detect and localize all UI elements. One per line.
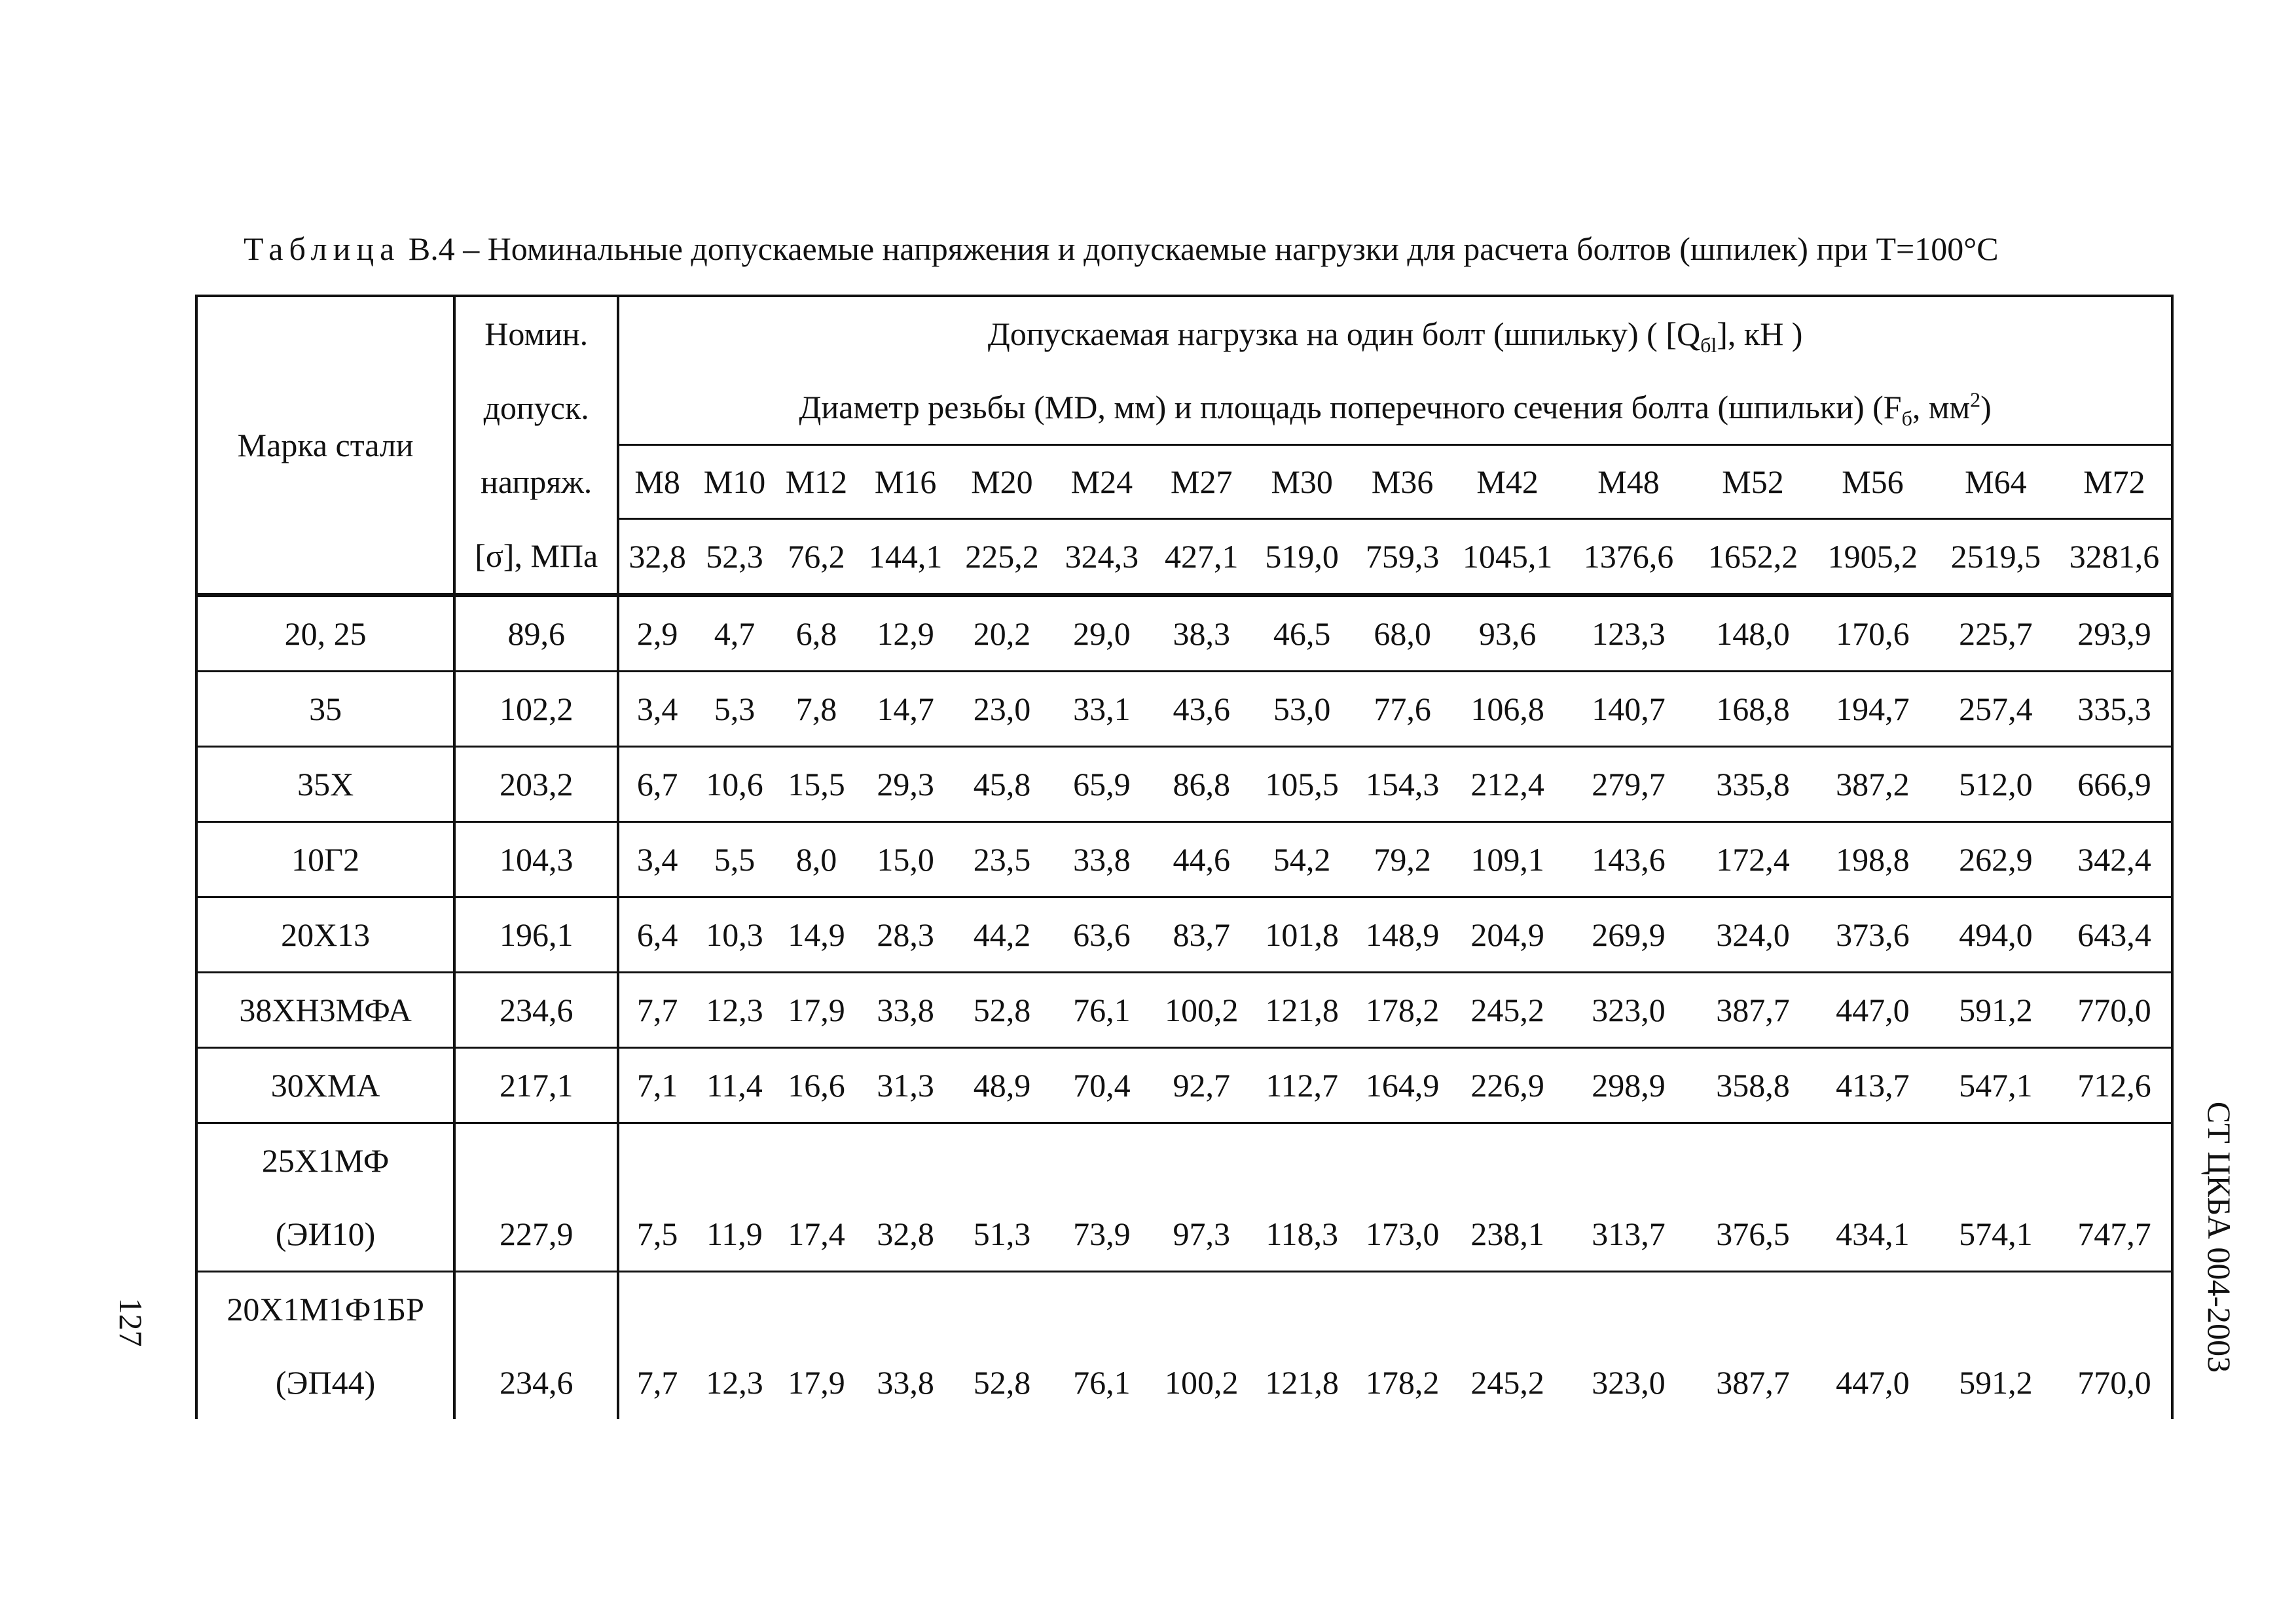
allowable-load: 123,3	[1563, 595, 1694, 672]
allowable-load: 121,8	[1251, 973, 1352, 1048]
allowable-load: 447,0	[1836, 1364, 1910, 1401]
allowable-load: 109,1	[1452, 822, 1563, 897]
cross-section-area: 76,2	[774, 519, 859, 596]
allowable-load: 63,6	[1052, 897, 1152, 973]
allowable-load: 140,7	[1563, 672, 1694, 747]
allowable-load: 97,3	[1152, 1197, 1251, 1272]
cross-section-area: 1045,1	[1452, 519, 1563, 596]
cross-section-area: 2519,5	[1934, 519, 2058, 596]
allowable-load: 335,3	[2058, 672, 2172, 747]
allowable-load: 168,8	[1694, 672, 1812, 747]
load-title-subscript: бl	[1700, 333, 1717, 357]
allowable-load: 298,9	[1563, 1048, 1694, 1123]
allowable-load: 43,6	[1152, 672, 1251, 747]
diameter-title	[618, 370, 2172, 445]
allowable-load: 225,7	[1934, 595, 2058, 672]
allowable-load: 6,4	[618, 897, 695, 973]
allowable-load: 770,0	[2058, 973, 2172, 1048]
allowable-load: 204,9	[1452, 897, 1563, 973]
allowable-load: 413,7	[1812, 1048, 1934, 1123]
allowable-load: 28,3	[859, 897, 952, 973]
allowable-load: 335,8	[1694, 747, 1812, 822]
allowable-load: 32,8	[859, 1197, 952, 1272]
allowable-load: 31,3	[859, 1048, 952, 1123]
allowable-load: 11,4	[695, 1048, 774, 1123]
thread-size-header: M10	[695, 445, 774, 519]
allowable-load: 33,8	[877, 1364, 934, 1401]
caption-lead: Таблица	[244, 230, 401, 267]
allowable-load: 33,8	[1052, 822, 1152, 897]
allowable-load: 148,0	[1694, 595, 1812, 672]
table-row	[196, 595, 2172, 672]
stress-header-line: допуск.	[454, 370, 618, 445]
allowable-load: 547,1	[1934, 1048, 2058, 1123]
nominal-stress: 234,6	[454, 973, 618, 1048]
allowable-load: 121,8	[1265, 1364, 1339, 1401]
document-code: СТ ЦКБА 004-2003	[2201, 1101, 2238, 1373]
allowable-load: 23,5	[952, 822, 1051, 897]
allowable-load: 106,8	[1452, 672, 1563, 747]
allowable-load: 7,7	[636, 1364, 678, 1401]
cross-section-area: 1652,2	[1694, 519, 1812, 596]
steel-grade: 20Х13	[196, 897, 454, 973]
nominal-stress: 217,1	[454, 1048, 618, 1123]
thread-size-header: M27	[1152, 445, 1251, 519]
thread-size-header: M36	[1353, 445, 1452, 519]
allowable-load: 643,4	[2058, 897, 2172, 973]
allowable-load: 33,1	[1052, 672, 1152, 747]
table-row	[196, 897, 2172, 973]
allowable-load: 591,2	[1934, 973, 2058, 1048]
thread-size-header: M30	[1251, 445, 1352, 519]
steel-grade: 10Г2	[196, 822, 454, 897]
thread-size-header: M16	[859, 445, 952, 519]
nominal-stress: 196,1	[454, 897, 618, 973]
stress-header-line: [σ], МПа	[454, 519, 618, 596]
allowable-load: 12,3	[706, 1364, 763, 1401]
table-row	[196, 1123, 2172, 1198]
allowable-load: 226,9	[1452, 1048, 1563, 1123]
allowable-load: 76,1	[1052, 973, 1152, 1048]
diameter-title-text: Диаметр резьбы (MD, мм) и площадь поперечного сечения болта (шпильки) (F	[799, 389, 1902, 425]
allowable-load: 10,3	[695, 897, 774, 973]
allowable-load: 194,7	[1812, 672, 1934, 747]
load-blank	[618, 1123, 2172, 1198]
stress-header-line: напряж.	[454, 445, 618, 519]
allowable-load: 17,9	[774, 973, 859, 1048]
allowable-load: 7,5	[618, 1197, 695, 1272]
steel-grade: 20, 25	[196, 595, 454, 672]
allowable-load: 494,0	[1934, 897, 2058, 973]
allowable-load: 73,9	[1052, 1197, 1152, 1272]
allowable-load: 45,8	[952, 747, 1051, 822]
table-caption	[244, 226, 2181, 272]
allowable-load: 77,6	[1353, 672, 1452, 747]
allowable-load: 7,8	[774, 672, 859, 747]
allowable-load: 7,7	[618, 973, 695, 1048]
allowable-load: 387,2	[1812, 747, 1934, 822]
nominal-stress: 203,2	[454, 747, 618, 822]
allowable-load: 29,3	[859, 747, 952, 822]
allowable-load: 52,8	[952, 973, 1051, 1048]
allowable-load: 100,2	[1165, 1364, 1239, 1401]
allowable-load: 93,6	[1452, 595, 1563, 672]
allowable-load: 46,5	[1251, 595, 1352, 672]
thread-size-header: M12	[774, 445, 859, 519]
allowable-load: 8,0	[774, 822, 859, 897]
allowable-load: 257,4	[1934, 672, 2058, 747]
allowable-load: 14,7	[859, 672, 952, 747]
table-row-continued	[196, 1346, 2172, 1419]
allowable-load: 70,4	[1052, 1048, 1152, 1123]
steel-grade: 35	[196, 672, 454, 747]
allowable-load: 434,1	[1812, 1197, 1934, 1272]
allowable-load: 447,0	[1812, 973, 1934, 1048]
allowable-load: 112,7	[1251, 1048, 1352, 1123]
allowable-load: 387,7	[1716, 1364, 1790, 1401]
nominal-stress: 227,9	[454, 1197, 618, 1272]
allowable-load: 279,7	[1563, 747, 1694, 822]
allowable-load: 16,6	[774, 1048, 859, 1123]
allowable-load: 323,0	[1592, 1364, 1666, 1401]
allowable-load: 342,4	[2058, 822, 2172, 897]
steel-grade-alias: (ЭИ10)	[196, 1197, 454, 1272]
allowable-load: 313,7	[1563, 1197, 1694, 1272]
allowable-load: 178,2	[1353, 973, 1452, 1048]
allowable-load: 173,0	[1353, 1197, 1452, 1272]
cross-section-area: 759,3	[1353, 519, 1452, 596]
cross-section-area: 3281,6	[2058, 519, 2172, 596]
cross-section-area: 225,2	[952, 519, 1051, 596]
allowable-load: 52,8	[973, 1364, 1031, 1401]
allowable-load: 376,5	[1694, 1197, 1812, 1272]
cross-section-area: 1376,6	[1563, 519, 1694, 596]
table-row	[196, 1272, 2172, 1346]
allowable-load: 3,4	[618, 672, 695, 747]
steel-grade: 20Х1М1Ф1БР	[196, 1272, 454, 1346]
allowable-load: 5,3	[695, 672, 774, 747]
allowable-load: 76,1	[1073, 1364, 1131, 1401]
allowable-load: 712,6	[2058, 1048, 2172, 1123]
allowable-load: 198,8	[1812, 822, 1934, 897]
allowable-load: 164,9	[1353, 1048, 1452, 1123]
load-title-units: ], кН )	[1717, 316, 1803, 352]
table-row	[196, 973, 2172, 1048]
allowable-load: 14,9	[774, 897, 859, 973]
thread-size-header: M56	[1812, 445, 1934, 519]
allowable-load: 4,7	[695, 595, 774, 672]
diameter-title-subscript: б	[1901, 406, 1912, 430]
allowable-load: 44,2	[952, 897, 1051, 973]
allowable-load: 387,7	[1694, 973, 1812, 1048]
allowable-load: 23,0	[952, 672, 1051, 747]
nominal-stress: 234,6	[454, 1346, 618, 1419]
allowable-load: 6,8	[774, 595, 859, 672]
nominal-stress: 102,2	[454, 672, 618, 747]
thread-size-header: M52	[1694, 445, 1812, 519]
allowable-load: 79,2	[1353, 822, 1452, 897]
allowable-load: 293,9	[2058, 595, 2172, 672]
allowable-load: 48,9	[952, 1048, 1051, 1123]
diameter-title-superscript: 2	[1970, 388, 1981, 412]
allowable-load: 105,5	[1251, 747, 1352, 822]
table-row	[196, 822, 2172, 897]
allowable-load: 86,8	[1152, 747, 1251, 822]
allowable-load: 245,2	[1452, 973, 1563, 1048]
allowable-load: 53,0	[1251, 672, 1352, 747]
allowable-load: 65,9	[1052, 747, 1152, 822]
diameter-title-units: , мм	[1912, 389, 1971, 425]
cross-section-area: 32,8	[618, 519, 695, 596]
grade-column-header: Марка стали	[196, 296, 454, 595]
allowable-load: 38,3	[1152, 595, 1251, 672]
allowable-load: 512,0	[1934, 747, 2058, 822]
allowable-load: 20,2	[952, 595, 1051, 672]
cross-section-area: 1905,2	[1812, 519, 1934, 596]
allowable-load: 170,6	[1812, 595, 1934, 672]
allowable-load: 324,0	[1694, 897, 1812, 973]
allowable-load: 591,2	[1959, 1364, 2033, 1401]
thread-size-header: M72	[2058, 445, 2172, 519]
allowable-load: 5,5	[695, 822, 774, 897]
allowable-load: 100,2	[1152, 973, 1251, 1048]
allowable-load: 245,2	[1470, 1364, 1544, 1401]
steel-grade: 35Х	[196, 747, 454, 822]
steel-grade: 38ХН3МФА	[196, 973, 454, 1048]
steel-grade: 25Х1МФ	[196, 1123, 454, 1198]
allowable-load: 154,3	[1353, 747, 1452, 822]
load-title	[618, 296, 2172, 370]
allowable-load: 172,4	[1694, 822, 1812, 897]
allowable-load: 6,7	[618, 747, 695, 822]
allowable-load: 54,2	[1251, 822, 1352, 897]
allowable-load: 323,0	[1563, 973, 1694, 1048]
allowable-load: 178,2	[1365, 1364, 1440, 1401]
allowable-load: 747,7	[2058, 1197, 2172, 1272]
stress-header-line: Номин.	[454, 296, 618, 370]
bolt-load-table	[195, 295, 2174, 1419]
allowable-load: 51,3	[952, 1197, 1051, 1272]
steel-grade-alias: (ЭП44)	[196, 1346, 454, 1419]
allowable-load: 15,5	[774, 747, 859, 822]
nominal-stress: 104,3	[454, 822, 618, 897]
caption-text: В.4 – Номинальные допускаемые напряжения и допускаемые нагрузки для расчета болтов (шпилек) при Т=100°С	[400, 230, 1999, 267]
allowable-load: 11,9	[695, 1197, 774, 1272]
allowable-load: 33,8	[859, 973, 952, 1048]
cross-section-area: 324,3	[1052, 519, 1152, 596]
table-row-continued	[196, 1197, 2172, 1272]
allowable-load: 238,1	[1452, 1197, 1563, 1272]
nominal-stress-blank	[454, 1123, 618, 1198]
nominal-stress: 89,6	[454, 595, 618, 672]
allowable-load: 269,9	[1563, 897, 1694, 973]
load-title-text: Допускаемая нагрузка на один болт (шпильку) ( [Q	[987, 316, 1701, 352]
allowable-load: 83,7	[1152, 897, 1251, 973]
allowable-load: 666,9	[2058, 747, 2172, 822]
thread-size-header: M24	[1052, 445, 1152, 519]
allowable-load: 2,9	[618, 595, 695, 672]
allowable-load: 212,4	[1452, 747, 1563, 822]
allowable-load: 12,3	[695, 973, 774, 1048]
allowable-load: 101,8	[1251, 897, 1352, 973]
allowable-load: 770,0	[2058, 1346, 2172, 1419]
allowable-load: 92,7	[1152, 1048, 1251, 1123]
thread-size-header: M20	[952, 445, 1051, 519]
cross-section-area: 427,1	[1152, 519, 1251, 596]
allowable-load: 3,4	[618, 822, 695, 897]
allowable-load: 7,1	[618, 1048, 695, 1123]
table-row	[196, 1048, 2172, 1123]
allowable-load: 12,9	[859, 595, 952, 672]
load-blank	[618, 1272, 2172, 1346]
cross-section-area: 52,3	[695, 519, 774, 596]
allowable-load: 143,6	[1563, 822, 1694, 897]
allowable-load: 29,0	[1052, 595, 1152, 672]
allowable-load: 262,9	[1934, 822, 2058, 897]
allowable-load: 10,6	[695, 747, 774, 822]
cross-section-area: 519,0	[1251, 519, 1352, 596]
thread-size-header: M8	[618, 445, 695, 519]
table-row	[196, 672, 2172, 747]
allowable-load: 148,9	[1353, 897, 1452, 973]
thread-size-header: M42	[1452, 445, 1563, 519]
allowable-load: 68,0	[1353, 595, 1452, 672]
allowable-load: 574,1	[1934, 1197, 2058, 1272]
thread-size-header: M64	[1934, 445, 2058, 519]
allowable-load: 17,4	[774, 1197, 859, 1272]
allowable-load: 373,6	[1812, 897, 1934, 973]
table-row	[196, 747, 2172, 822]
allowable-load: 358,8	[1694, 1048, 1812, 1123]
allowable-load: 118,3	[1251, 1197, 1352, 1272]
steel-grade: 30ХМА	[196, 1048, 454, 1123]
nominal-stress-blank	[454, 1272, 618, 1346]
thread-size-header: M48	[1563, 445, 1694, 519]
cross-section-area: 144,1	[859, 519, 952, 596]
allowable-load: 44,6	[1152, 822, 1251, 897]
allowable-load: 17,9	[788, 1364, 845, 1401]
page-number: 127	[113, 1297, 149, 1347]
allowable-load: 15,0	[859, 822, 952, 897]
diameter-title-close: )	[1980, 389, 1992, 425]
